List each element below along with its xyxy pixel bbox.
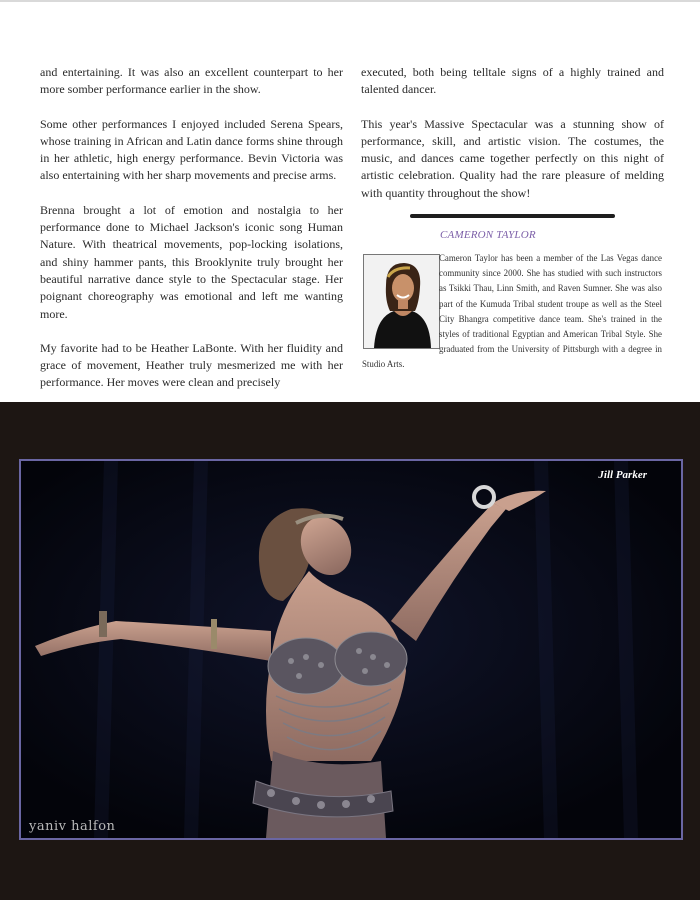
article-left-column	[40, 64, 343, 409]
article-paragraph: Brenna brought a lot of emotion and nostalgia to her performance done to Michael Jackson's iconic song Human Nature. With theatrical movements, pop-locking isolations, and shiny hammer pants, this Brooklynite truly brought her beautiful narrative dance style to the Spectacular stage. Her poignant choreography was emotional and left me wanting more.	[40, 202, 343, 321]
dancer-photo	[19, 459, 683, 840]
article-right-column	[361, 64, 664, 219]
article-paragraph: This year's Massive Spectacular was a stunning show of performance, skill, and artistic vision. The costumes, the music, and dances came together perfectly on this night of artistic celebration. Quality had the rare pleasure of melding with quantity throughout the show!	[361, 116, 664, 200]
top-rule	[0, 0, 700, 2]
article-paragraph: Some other performances I enjoyed included Serena Spears, whose training in African and Latin dance forms shine through in her athletic, high energy performance. Bevin Victoria was also entertaining with her sharp movements and precise arms.	[40, 116, 343, 183]
bio-paragraph: Cameron Taylor has been a member of the Las Vegas dance community since 2000. She has studied with such instructors as Tsikki Thau, Linn Smith, and Raven Sumner. She was also part of the Kumuda Tribal student troupe as well as the Steel City Bhangra competitive dance team. She's trained in the styles of traditional Egyptian and American Tribal Style. She graduated from the University of Pittsburgh with a degree in Studio Arts.	[362, 253, 662, 370]
article-paragraph: My favorite had to be Heather LaBonte. With her fluidity and grace of movement, Heather truly mesmerized me with her performance. Her moves were clean and precisely	[40, 340, 343, 390]
bio-author-name: CAMERON TAYLOR	[440, 229, 536, 241]
subject-credit: Jill Parker	[598, 469, 647, 481]
bio-text-block	[362, 251, 662, 373]
article-paragraph: and entertaining. It was also an excellent counterpart to her more somber performance earlier in the show.	[40, 65, 343, 97]
photographer-credit: yaniv halfon	[29, 819, 116, 834]
page-white-area	[0, 0, 700, 402]
dancer-photo-graphic	[21, 461, 681, 838]
article-paragraph: executed, both being telltale signs of a highly trained and talented dancer.	[361, 65, 664, 97]
bio-divider	[410, 214, 615, 218]
bio-float-spacer	[362, 251, 439, 347]
